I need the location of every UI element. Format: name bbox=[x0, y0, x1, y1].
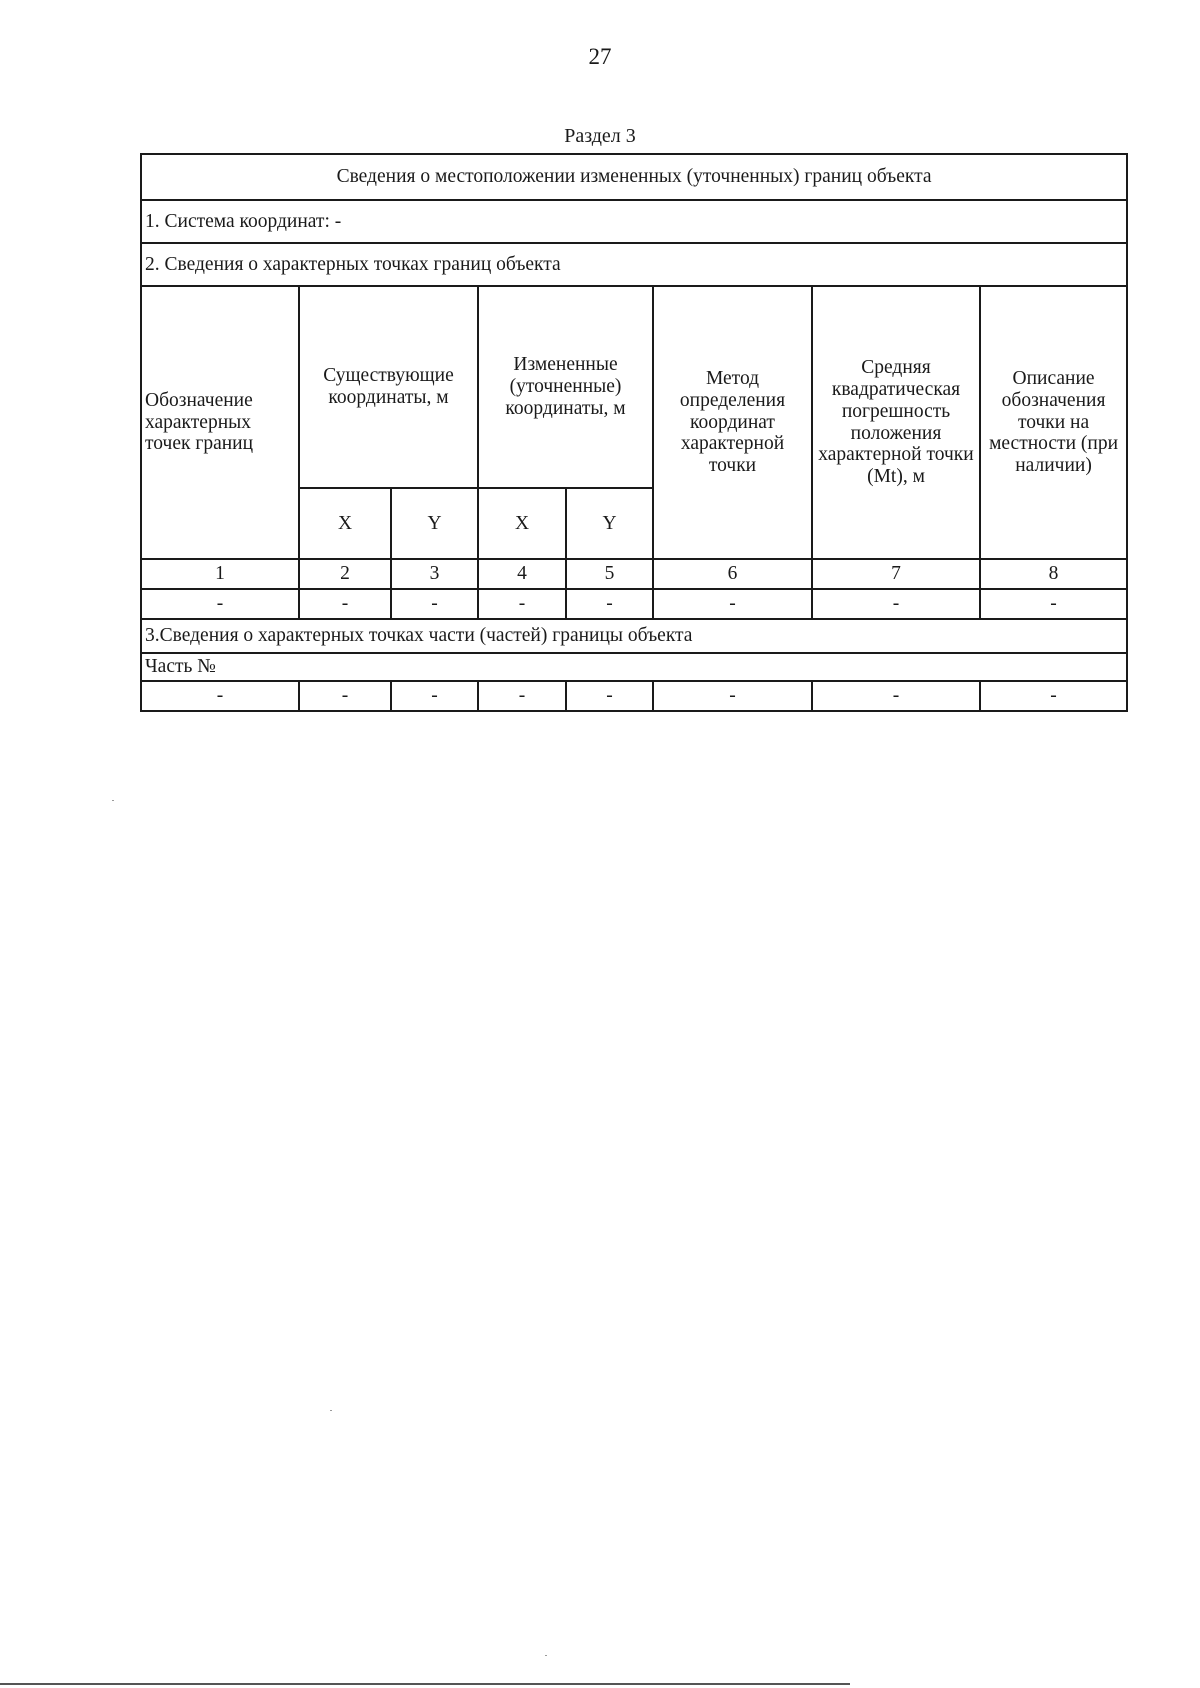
parts-heading-row bbox=[141, 619, 1127, 653]
column-number: 3 bbox=[391, 559, 478, 589]
table-cell: - bbox=[566, 681, 653, 711]
parts-heading: 3.Сведения о характерных точках части (частей) границы объекта bbox=[141, 619, 1127, 653]
column-numbers-row bbox=[141, 559, 1127, 589]
table-row bbox=[141, 681, 1127, 711]
table-cell: - bbox=[812, 681, 980, 711]
column-number: 2 bbox=[299, 559, 391, 589]
header-existing-coordinates: Существующие координаты, м bbox=[299, 286, 478, 488]
table-cell: - bbox=[980, 589, 1127, 619]
table-cell: - bbox=[478, 681, 566, 711]
table-cell: - bbox=[812, 589, 980, 619]
header-changed-coordinates: Измененные (уточненные) координаты, м bbox=[478, 286, 653, 488]
table-cell: - bbox=[980, 681, 1127, 711]
table-cell: - bbox=[299, 589, 391, 619]
table-cell: - bbox=[566, 589, 653, 619]
table-cell: - bbox=[653, 681, 812, 711]
header-designation: Обозначение характерных точек границ bbox=[141, 286, 299, 559]
table-cell: - bbox=[141, 589, 299, 619]
scan-speck bbox=[112, 800, 114, 801]
table-cell: - bbox=[141, 681, 299, 711]
scan-speck bbox=[545, 1655, 547, 1656]
part-label: Часть № bbox=[141, 653, 1127, 681]
header-existing-x: X bbox=[299, 488, 391, 559]
table-cell: - bbox=[478, 589, 566, 619]
scan-speck bbox=[330, 1410, 332, 1411]
table-row bbox=[141, 589, 1127, 619]
header-description: Описание обозначения точки на местности (при наличии) bbox=[980, 286, 1127, 559]
section-label: Раздел 3 bbox=[564, 125, 636, 147]
column-number: 7 bbox=[812, 559, 980, 589]
column-number: 5 bbox=[566, 559, 653, 589]
table-cell: - bbox=[391, 589, 478, 619]
page-number: 27 bbox=[588, 44, 612, 69]
header-existing-y: Y bbox=[391, 488, 478, 559]
coordinate-system-row bbox=[141, 200, 1127, 243]
points-heading: 2. Сведения о характерных точках границ объекта bbox=[141, 243, 1127, 286]
header-method: Метод определения координат характерной точки bbox=[653, 286, 812, 559]
column-number: 4 bbox=[478, 559, 566, 589]
column-number: 1 bbox=[141, 559, 299, 589]
table-cell: - bbox=[299, 681, 391, 711]
header-mean-error: Средняя квадратическая погрешность положения характерной точки (Mt), м bbox=[812, 286, 980, 559]
header-changed-x: X bbox=[478, 488, 566, 559]
coordinate-system: 1. Система координат: - bbox=[141, 200, 1127, 243]
bottom-rule bbox=[0, 1683, 850, 1685]
points-heading-row bbox=[141, 243, 1127, 286]
boundary-points-table bbox=[140, 153, 1128, 712]
table-title-row bbox=[141, 154, 1127, 200]
header-row bbox=[141, 286, 1127, 488]
part-label-row bbox=[141, 653, 1127, 681]
table-cell: - bbox=[653, 589, 812, 619]
header-changed-y: Y bbox=[566, 488, 653, 559]
column-number: 8 bbox=[980, 559, 1127, 589]
column-number: 6 bbox=[653, 559, 812, 589]
table-title: Сведения о местоположении измененных (уточненных) границ объекта bbox=[141, 154, 1127, 200]
table-cell: - bbox=[391, 681, 478, 711]
